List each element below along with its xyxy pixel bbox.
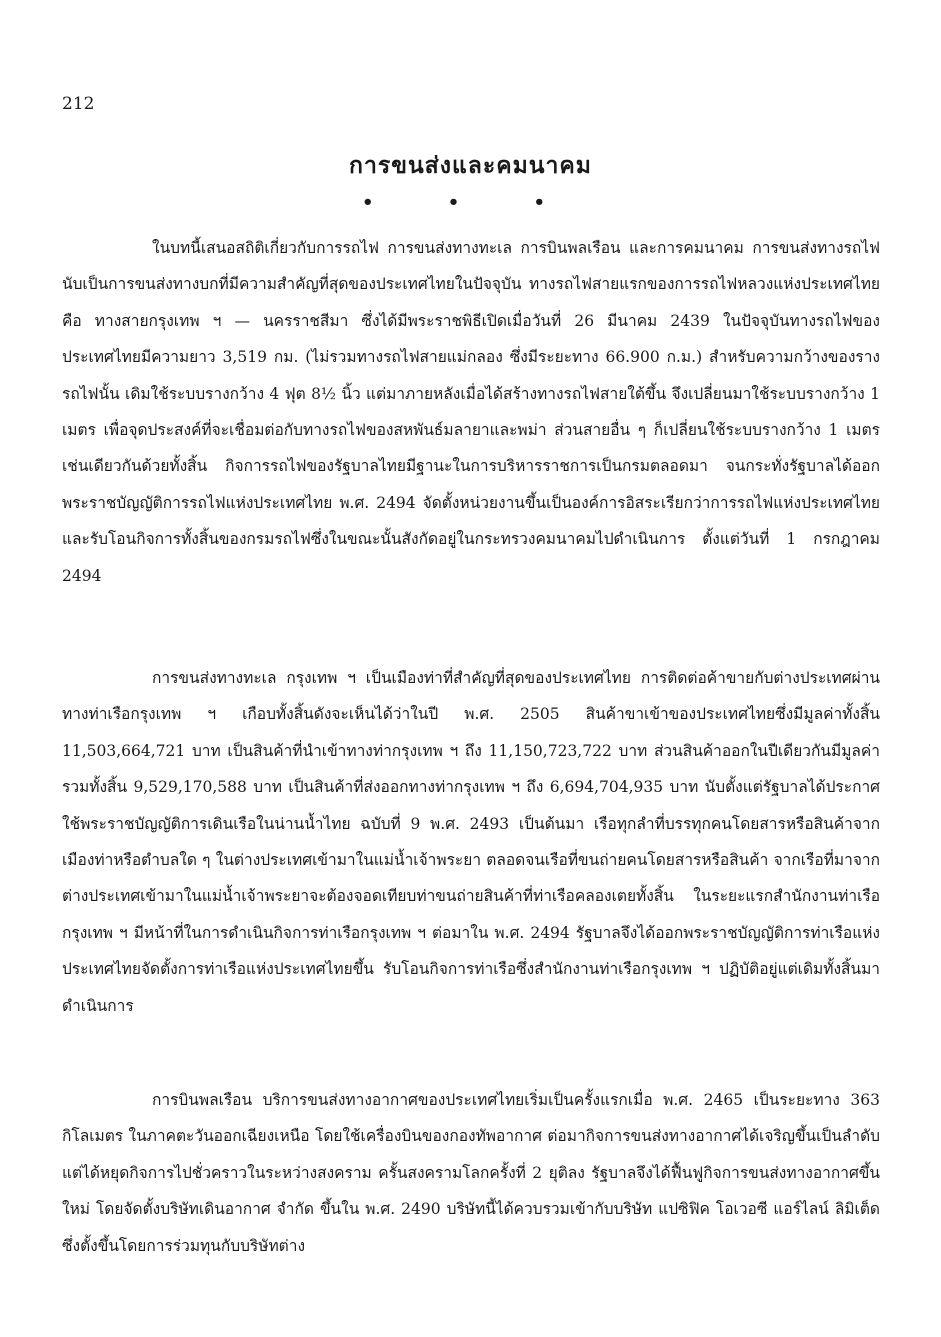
page-title: การขนส่งและคมนาคม <box>349 152 592 179</box>
paragraph-railway: ในบทนี้เสนอสถิติเกี่ยวกับการรถไฟ การขนส่งทางทะเล การบินพลเรือน และการคมนาคม การขนส่งทางรถไฟนับเป็นการขนส่งทางบกที่มีความสำคัญที่สุดของประเทศไทยในปัจจุบัน ทางรถไฟสายแรกของการรถไฟหลวงแห่งประเทศไทย คือ ทางสายกรุงเทพ ฯ — นครราชสีมา ซึ่งได้มีพระราชพิธีเปิดเมื่อวันที่ 26 มีนาคม 2439 ในปัจจุบันทางรถไฟของประเทศไทยมีความยาว 3,519 กม. (ไม่รวมทางรถไฟสายแม่กลอง ซึ่งมีระยะทาง 66.900 ก.ม.) สำหรับความกว้างของรางรถไฟนั้น เดิมใช้ระบบรางกว้าง 4 ฟุต 8½ นิ้ว แต่มาภายหลังเมื่อได้สร้างทางรถไฟสายใต้ขึ้น จึงเปลี่ยนมาใช้ระบบรางกว้าง 1 เมตร เพื่อจุดประสงค์ที่จะเชื่อมต่อกับทางรถไฟของสหพันธ์มลายาและพม่า ส่วนสายอื่น ๆ ก็เปลี่ยนใช้ระบบรางกว้าง 1 เมตร เช่นเดียวกันด้วยทั้งสิ้น กิจการรถไฟของรัฐบาลไทยมีฐานะในการบริหารราชการเป็นกรมตลอดมา จนกระทั่งรัฐบาลได้ออกพระราชบัญญัติการรถไฟแห่งประเทศไทย พ.ศ. 2494 จัดตั้งหน่วยงานขึ้นเป็นองค์การอิสระเรียกว่าการรถไฟแห่งประเทศไทย และรับโอนกิจการทั้งสิ้นของกรมรถไฟซึ่งในขณะนั้นสังกัดอยู่ในกระทรวงคมนาคมไปดำเนินการ ตั้งแต่วันที่ 1 กรกฎาคม 2494 <box>62 239 880 585</box>
separator-dots: • • • <box>361 192 580 213</box>
page-number: 212 <box>62 94 95 114</box>
paragraph-sea-transport: การขนส่งทางทะเล กรุงเทพ ฯ เป็นเมืองท่าที่สำคัญที่สุดของประเทศไทย การติดต่อค้าขายกับต่างประเทศผ่านทางท่าเรือกรุงเทพ ฯ เกือบทั้งสิ้นดังจะเห็นได้ว่าในปี พ.ศ. 2505 สินค้าขาเข้าของประเทศไทยซึ่งมีมูลค่าทั้งสิ้น 11,503,664,721 บาท เป็นสินค้าที่นำเข้าทางท่ากรุงเทพ ฯ ถึง 11,150,723,722 บาท ส่วนสินค้าออกในปีเดียวกันมีมูลค่ารวมทั้งสิ้น 9,529,170,588 บาท เป็นสินค้าที่ส่งออกทางท่ากรุงเทพ ฯ ถึง 6,694,704,935 บาท นับตั้งแต่รัฐบาลได้ประกาศใช้พระราชบัญญัติการเดินเรือในน่านน้ำไทย ฉบับที่ 9 พ.ศ. 2493 เป็นต้นมา เรือทุกลำที่บรรทุกคนโดยสารหรือสินค้าจากเมืองท่าหรือตำบลใด ๆ ในต่างประเทศเข้ามาในแม่น้ำเจ้าพระยา ตลอดจนเรือที่ขนถ่ายคนโดยสารหรือสินค้า จากเรือที่มาจากต่างประเทศเข้ามาในแม่น้ำเจ้าพระยาจะต้องจอดเทียบท่าขนถ่ายสินค้าที่ท่าเรือคลองเตยทั้งสิ้น ในระยะแรกสำนักงานท่าเรือกรุงเทพ ฯ มีหน้าที่ในการดำเนินกิจการท่าเรือกรุงเทพ ฯ ต่อมาใน พ.ศ. 2494 รัฐบาลจึงได้ออกพระราชบัญญัติการท่าเรือแห่งประเทศไทยจัดตั้งการท่าเรือแห่งประเทศไทยขึ้น รับโอนกิจการท่าเรือซึ่งสำนักงานท่าเรือกรุงเทพ ฯ ปฏิบัติอยู่แต่เดิมทั้งสิ้นมาดำเนินการ <box>62 669 880 1015</box>
paragraph-civil-aviation: การบินพลเรือน บริการขนส่งทางอากาศของประเทศไทยเริ่มเป็นครั้งแรกเมื่อ พ.ศ. 2465 เป็นระยะทาง 363 กิโลเมตร ในภาคตะวันออกเฉียงเหนือ โดยใช้เครื่องบินของกองทัพอากาศ ต่อมากิจการขนส่งทางอากาศได้เจริญขึ้นเป็นลำดับ แต่ได้หยุดกิจการไปชั่วคราวในระหว่างสงคราม ครั้นสงครามโลกครั้งที่ 2 ยุติลง รัฐบาลจึงได้ฟื้นฟูกิจการขนส่งทางอากาศขึ้นใหม่ โดยจัดตั้งบริษัทเดินอากาศ จำกัด ขึ้นใน พ.ศ. 2490 บริษัทนี้ได้ควบรวมเข้ากับบริษัท แปซิฟิค โอเวอซี แอร์ไลน์ ลิมิเต็ด ซึ่งตั้งขึ้นโดยการร่วมทุนกับบริษัทต่าง <box>62 1091 880 1255</box>
